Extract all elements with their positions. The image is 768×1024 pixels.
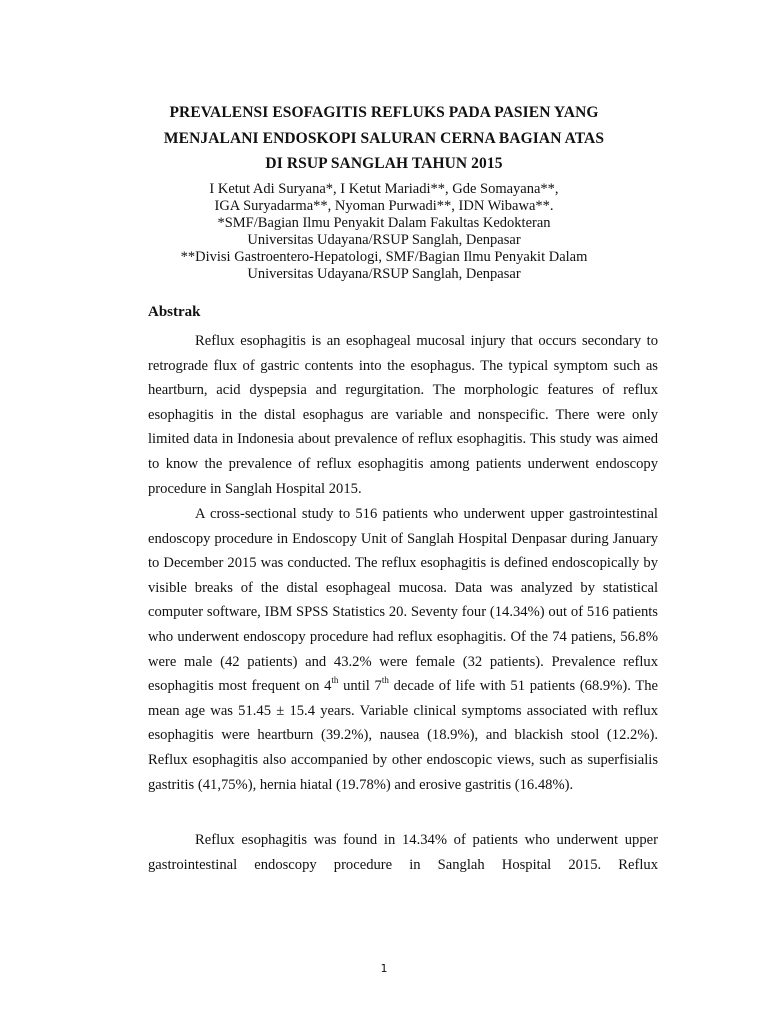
page-number: 1 bbox=[380, 962, 388, 975]
superscript-th: th bbox=[381, 675, 389, 686]
affiliation-line: Universitas Udayana/RSUP Sanglah, Denpasar bbox=[247, 266, 521, 282]
author-line: I Ketut Adi Suryana*, I Ketut Mariadi**, Gde Somayana**, bbox=[209, 181, 559, 197]
title-line-1: PREVALENSI ESOFAGITIS REFLUKS PADA PASIEN YANG bbox=[169, 104, 599, 121]
abstract-heading: Abstrak bbox=[148, 304, 201, 320]
author-line: IGA Suryadarma**, Nyoman Purwadi**, IDN Wibawa**. bbox=[214, 198, 554, 214]
affiliation-line: **Divisi Gastroentero-Hepatologi, SMF/Bagian Ilmu Penyakit Dalam bbox=[180, 249, 588, 265]
affiliation-line: Universitas Udayana/RSUP Sanglah, Denpasar bbox=[247, 232, 521, 248]
abstract-paragraph-2-block bbox=[148, 502, 658, 797]
abstract-paragraph-3: Reflux esophagitis was found in 14.34% of patients who underwent upper gastrointestinal endoscopy procedure in Sanglah Hospital 2015. Reflux bbox=[148, 832, 658, 873]
abstract-paragraph-3-block bbox=[148, 828, 658, 877]
paragraph-2-text: decade of life with 51 patients (68.9%). The mean age was 51.45 ± 15.4 years. Variable clinical symptoms associated with reflux esophagitis were heartburn (39.2%), nausea (18.9%), and blackish stool (12.2%). Reflux esophagitis also accompanied by other endoscopic views, such as superfisialis gastritis (41,75%), hernia hiatal (19.78%) and erosive gastritis (16.48%). bbox=[148, 678, 659, 793]
affiliation-line: *SMF/Bagian Ilmu Penyakit Dalam Fakultas Kedokteran bbox=[217, 215, 551, 231]
paragraph-2-text: until 7 bbox=[338, 678, 382, 695]
abstract-paragraph-1: Reflux esophagitis is an esophageal mucosal injury that occurs secondary to retrograde flux of gastric contents into the esophagus. The typical symptom such as heartburn, acid dyspepsia and regurgitation. The morphologic features of reflux esophagitis in the distal esophagus are variable and nonspecific. There were only limited data in Indonesia about prevalence of reflux esophagitis. This study was aimed to know the prevalence of reflux esophagitis among patients underwent endoscopy procedure in Sanglah Hospital 2015. bbox=[148, 333, 658, 497]
abstract-paragraph-2 bbox=[148, 502, 658, 797]
abstract-paragraph-1-block bbox=[148, 329, 658, 501]
title-line-2: MENJALANI ENDOSKOPI SALURAN CERNA BAGIAN ATAS bbox=[163, 130, 605, 147]
title-line-3: DI RSUP SANGLAH TAHUN 2015 bbox=[265, 155, 503, 172]
paragraph-2-text: A cross-sectional study to 516 patients who underwent upper gastrointestinal endoscopy procedure in Endoscopy Unit of Sanglah Hospital Denpasar during January to December 2015 was conducted. The reflux esophagitis is defined endoscopically by visible breaks of the distal esophageal mucosa. Data was analyzed by statistical computer software, IBM SPSS Statistics 20. Seventy four (14.34%) out of 516 patients who underwent endoscopy procedure had reflux esophagitis. Of the 74 patiens, 56.8% were male (42 patients) and 43.2% were female (32 patients). Prevalence reflux esophagitis most frequent on 4 bbox=[148, 506, 658, 695]
superscript-th: th bbox=[331, 675, 339, 686]
author-affiliations bbox=[0, 181, 768, 283]
